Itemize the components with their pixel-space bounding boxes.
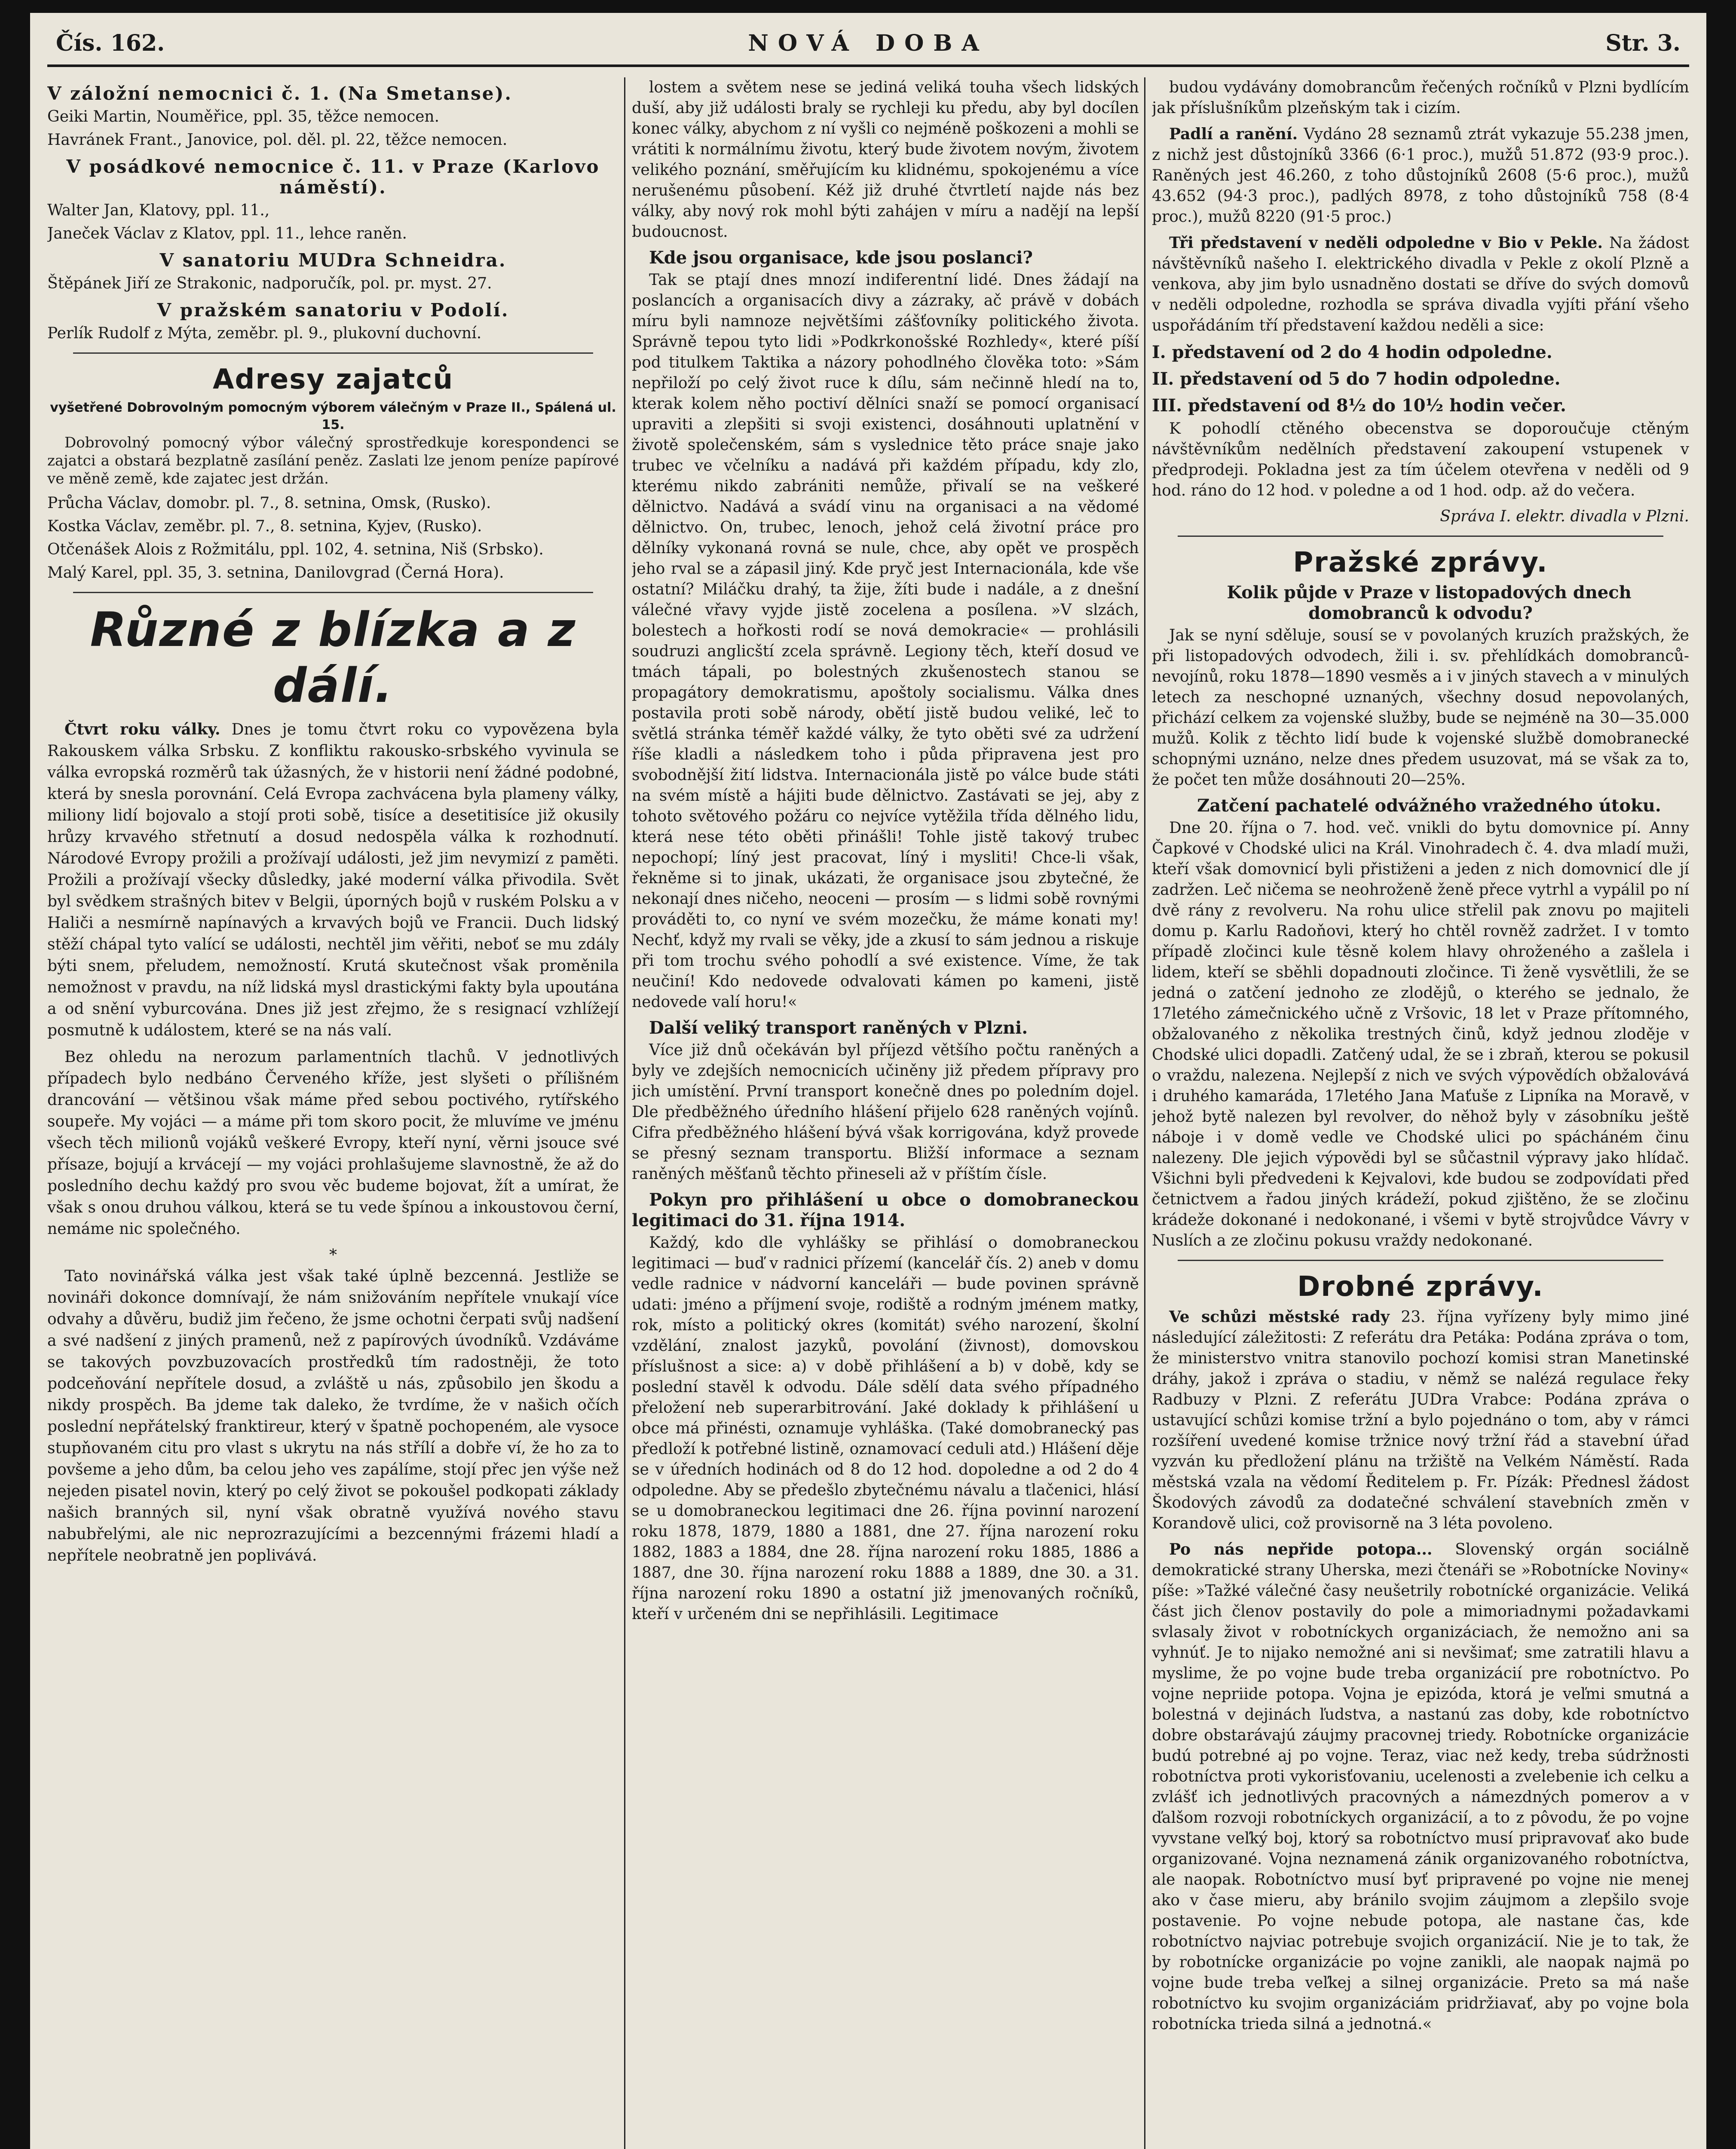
issue-number: Čís. 162.: [56, 30, 165, 56]
section-title: Drobné zprávy.: [1297, 1271, 1544, 1303]
list-item: Otčenášek Alois z Rožmitálu, ppl. 102, 4. setnina, Niš (Srbsko).: [47, 541, 544, 558]
separator: [1178, 536, 1663, 537]
paragraph-lead: Ve schůzi městské rady: [1169, 1308, 1390, 1326]
list-item: Štěpánek Jiří ze Strakonic, nadporučík, pol. pr. myst. 27.: [47, 275, 492, 292]
masthead: [56, 30, 1681, 64]
section-title: Různé z blízka a z dálí.: [90, 602, 576, 713]
paragraph-lead: Padlí a ranění.: [1169, 125, 1298, 143]
column-1: [47, 77, 619, 2149]
hospital-heading: V záložní nemocnici č. 1. (Na Smetanse).: [47, 83, 513, 104]
article-heading: Zatčení pachatelé odvážného vražedného útoku.: [1197, 796, 1661, 816]
paragraph: Tato novinářská válka jest však také úplně bezcenná. Jestliže se novináři dokonce domnívají, že nám snižováním nepřítele vnukají více odvahy a důvěru, budiž jim řečeno, že jsme ochotni čerpati svůj nadšení a své nadšení z jiných pramenů, než z papírových úvodníků. Vzdáváme se takových povzbuzovacích prostředků tím radostněji, že toto podceňování nepřítele dosud, a zvláště u nás, způsobilo jen škodu a nikdy prospěch. Ba jdeme tak daleko, že tvrdíme, že v našich očích poslední nepřátelský franktireur, který v špatně pochopeném, ale vysoce stupňovaném citu pro vlast s ukrytu na nás střílí a dobře ví, že ho za to povšeme a jeho dům, ba celou jeho ves zapálíme, stojí přec jen výše než nejeden pisatel novin, který po celý život se pokoušel podkopati základy našich branných sil, nyní však obratně využívá nového stavu nabubřelými, ale nic neprozrazujícími a bezcennými frázemi hladí a nepřítele neobratně jen poplivává.: [47, 1267, 619, 1564]
paragraph-lead: Tři představení v neděli odpoledne v Bio v Pekle.: [1169, 234, 1603, 252]
hospital-heading: V pražském sanatoriu v Podolí.: [157, 300, 509, 321]
paragraph-text: Na žádost návštěvníků našeho I. elektrického divadla v Pekle z okolí Plzně a venkova, aby jim bylo usnadněno dostati se dříve do svých domovů v neděli odpoledne, rozhodla se správa divadla vyjíti přání všeho uspořádáním tří představení každou neděli a sice:: [1152, 234, 1689, 334]
schedule-line: III. představení od 8½ do 10½ hodin večer.: [1152, 395, 1566, 416]
page-number: Str. 3.: [1605, 30, 1681, 56]
article-heading: Pokyn pro přihlášení u obce o domobraneckou legitimaci do 31. října 1914.: [632, 1190, 1139, 1231]
list-item: Janeček Václav z Klatov, ppl. 11., lehce raněn.: [47, 225, 407, 242]
separator: [1178, 1260, 1663, 1261]
paragraph: Každý, kdo dle vyhlášky se přihlásí o domobraneckou legitimaci — buď v radnici přízemí (kancelář čís. 2) aneb v domu vedle radnice v nádvorní kanceláři — bude povinen správně udati: jméno a příjmení svoje, rodiště a rodným jménem matky, rok, místo a politický okres (komitát) svého narození, školní vzdělání, znalost jazyků, povolání (živnost), domovskou příslušnost a sice: a) v době přihlášení a b) v době, kdy se poslední stavěl k odvodu. Dále sdělí data svého případného přeložení neb superarbitrování. Jaké doklady k přihlášení u obce má přinésti, oznamuje vyhláška. (Také domobranecký pas předloží k potřebné listině, oznamovací ceduli atd.) Hlášení děje se v úředních hodinách od 8 do 12 hod. dopoledne a od 2 do 4 odpoledne. Aby se předešlo zbytečnému návalu a tlačenici, hlásí se u domobraneckou legitimaci dne 26. října povinní narození roku 1878, 1879, 1880 a 1881, dne 27. října narození roku 1882, 1883 a 1884, dne 28. října narození roku 1885, 1886 a 1887, dne 30. října narození roku 1888 a 1889, dne 30. a 31. října narození roku 1890 a ostatní již jmenovaných ročníků, kteří v určeném dni se nepřihlásili. Legitimace: [632, 1234, 1139, 1623]
column-divider: [1144, 77, 1145, 2149]
list-item: Průcha Václav, domobr. pl. 7., 8. setnina, Omsk, (Rusko).: [47, 494, 491, 512]
list-item: Geiki Martin, Nouměřice, ppl. 35, těžce nemocen.: [47, 108, 440, 126]
hospital-heading: V sanatoriu MUDra Schneidra.: [159, 250, 507, 271]
section-title: Pražské zprávy.: [1293, 547, 1548, 579]
paragraph-text: Slovenský orgán sociálně demokratické strany Uherska, mezi čtenáři se »Robotnícke Noviny« píše: »Tažké válečné časy neušetrily robotnícké organizácie. Veliká část jich členov postavily do pole a mimoriadnymi požadavkami svlasaly život v robotníckych organizáciach, že nemožno ani sa vyhnúť. Je to nijako nemožné ani si nevšimať; sme zatratili hlavu a myslime, že po vojne bude treba organizácií pre robotníctvo. Po vojne nepriide potopa. Vojna je epizóda, ktorá je veľmi smutná a bolestná v dejinách ľudstva, a nastanú zas doby, kde robotníctvo dobre obstarávajú záujmy pracovnej triedy. Robotnícke organizácie budú potrebné aj po vojne. Teraz, viac než kedy, treba súdržnosti robotníctva proti vykorisťovaniu, ucelenosti a zvelebenie ich celku a zvlášť ich jednotlivých pracovných a námezdných pomerov a v ďalšom rozvoji robotníckych organizácií, a to z pôvodu, že po vojne vyvstane veľký boj, ktorý sa robotníctvo musí pripravovať ako bude organizované. Vojna neznamená zánik organizovaného robotníctva, ale naopak. Robotníctvo musí byť pripravené po vojne nie menej ako v čase mieru, aby bránilo svojim záujmom a zlepšilo svoje postavenie. Po vojne nebude potopa, ale nastane čas, kde robotníctvo najviac potrebuje svojich organizácií. Nie je to tak, že by robotnícke organizácie po vojne zanikli, ale naopak najmä po vojne bude treba veľkej a silnej organizácie. Preto sa má naše robotníctvo ku svojim organizáciám pridržiavať, aby po vojne bola robotnícka trieda silná a jednotná.«: [1152, 1541, 1689, 2033]
signature: Správa I. elektr. divadla v Plzni.: [1440, 508, 1689, 525]
paragraph: Dne 20. října o 7. hod. več. vnikli do bytu domovnice pí. Anny Čapkové v Chodské ulici na Král. Vinohradech č. 4. dva mladí muži, kteří však domovnicí byli přistiženi a jeden z nich domovnicí dle jí zadržen. Leč ničema se neohroženě ženě přece vytrhl a vypálil po ní dvě rány z revolveru. Na rohu ulice střelil pak znovu po majiteli domu p. Karlu Radoňovi, který ho chtěl rovněž zadržet. I v tomto případě zločinci kule těsně kolem hlavy ohroženého a zašlela i lidem, kteří se sběhli dopadnouti zločince. Ti ženě vysvětlili, že se jedná o zatčení jednoho ze zlodějů, o kterého se jednalo, že 17letého zámečnického učně z Vršovic, 18 let v Praze přítomného, obžalovaného z několika trestných činů, když jednou zloděje v Chodské ulici dopadli. Zatčený udal, že se i zbraň, kterou se pokusil o vraždu, nalezena. Nejlepší z nich ve svých výpovědích obžalovává i druhého kamaráda, 17letého Jana Maťuše z Lipníka na Moravě, v jehož bytě nalezen byl revolver, do něhož byly v zásobníku ještě náboje i v domě vedle ve Chodské ulici po spácháném činu nalezeny. Dle jejich výpovědi byl se sůčastnil výpravy jako hlídač. Všichni byli předvedeni k Kejvalovi, kde budou se zodpovídati před četnictvem a řadou jiných krádeží, pokud zjištěno, že se zločinu krádeže dokonané i nedokonané, i všemi v bytě strojvůdce Vávry v Nuslích a ze zločinu pokusu vraždy nedokonané.: [1152, 819, 1689, 1249]
list-item: Malý Karel, ppl. 35, 3. setnina, Danilovgrad (Černá Hora).: [47, 564, 504, 582]
schedule-line: I. představení od 2 do 4 hodin odpoledne.: [1152, 342, 1552, 362]
newspaper-title: NOVÁ DOBA: [748, 30, 989, 56]
list-item: Perlík Rudolf z Mýta, zeměbr. pl. 9., plukovní duchovní.: [47, 324, 482, 342]
list-item: Kostka Václav, zeměbr. pl. 7., 8. setnina, Kyjev, (Rusko).: [47, 517, 482, 535]
paragraph: Tak se ptají dnes mnozí indiferentní lidé. Dnes žádají na poslancích a organisacích divy a zázraky, ač právě v dobách míru byli namnoze největšími zášťovníky politického života. Správně tepou tyto lidi »Podkrkonošské Rozhledy«, které píší pod titulkem Taktika a názory pohodlného člověka toto: »Sám nepřiloží po celý život ruce k dílu, sám nečinně hledí na to, kterak kolem něho poctiví dělníci snaží se pomocí organisací upraviti a zlepšiti si svoji existenci, dosáhnouti uplatnění v životě společenském, sám s vyslednice těto práce snaje jako trubec ve včelníku a nadává při každém případu, kdy zlo, kterému nikdo zabrániti nemůže, přivalí se na veškeré dělnictvo. Nadává a svádí vinu na organisaci a na vědomé dělnictvo. On, trubec, lenoch, jehož celá životní práce pro dělníky vykonaná rovná se nule, chce, aby opět ve prospěch jeho rval se a zápasil jiný. Kde pryč jest Internacionála, kde vše ostatní? Miláčku drahý, ta žije, žíti bude i nadále, a z dnešní válečné vřavy vyjde jistě zocelena a posílena. »V slzách, bolestech a hořkosti rodí se nová demokracie« — prohlásili soudruzi anglicští zcela správně. Legiony těch, kteří dosud ve tmách tápali, po bolestných zkušenostech stanou se propagátory demokratismu, apoštoly socialismu. Válka dnes postavila proti sobě národy, obětí jistě budou veliké, leč to světlá stránka téměř každé války, že tyto oběti své za udržení říše kladli a následkem toho i půda připravena jest pro svobodnější žití lidstva. Internacionála jistě po válce bude státi na svém místě a hájiti bude dělnictvo. Zastávati se jej, aby z tohoto světového požáru co nejvíce vytěžila třída dělného lidu, která nese této oběti přinášli! Tohle jistě takový trubec nepochopí; líný jest pracovat, líný i mysliti! Chce-li však, řekněme si to jinak, ukázati, že organisace jsou zbytečné, že nekonají dnes ničeho, neoceni — prosím — s lidmi sobě rovnými prováděti to, co nyní ve svém mozečku, že máme konati my! Nechť, když my rvali se věky, jde a zkusí to sám jednou a riskuje při tom trochu svého pohodlí a své existence. Víme, že tak neučiní! Kdo nedovede odvalovati kámen po kameni, jistě nedovede valí horu!«: [632, 271, 1139, 1011]
paragraph-text: 23. října vyřízeny byly mimo jiné následující záležitosti: Z referátu dra Petáka: Podána zpráva o tom, že ministerstvo vnitra stanovilo pochozí komisi stran Manetinské dráhy, jakož i zpráva o stadiu, v němž se nalézá regulace řeky Radbuzy v Plzni. Z referátu JUDra Vrabce: Podána zpráva o ustavující schůzi komise tržní a bylo pojednáno o tom, aby v rámci rozšíření uvedené komise tržnice nový tržní řád a stavební úřad vyzván ku předložení plánu na tržiště na Velkém Náměstí. Rada městská vzala na vědomí Ředitelem p. Fr. Pízák: Přednesl žádost Škodových závodů za dodatečné schválení stavebních změn v Korandově ulici, což provisorně na 3 léta povoleno.: [1152, 1308, 1689, 1532]
paragraph: Dobrovolný pomocný výbor válečný sprostředkuje korespondenci se zajatci a obstará bezplatně zasílání peněz. Zaslati lze jenom peníze papírové ve měně země, kde zajatec jest držán.: [47, 434, 619, 487]
paragraph-lead: Po nás nepřide potopa...: [1169, 1540, 1433, 1558]
list-item: Havránek Frant., Janovice, pol. děl. pl. 22, těžce nemocen.: [47, 131, 508, 149]
paragraph: Bez ohledu na nerozum parlamentních tlachů. V jednotlivých případech bylo nedbáno Červeného kříže, jest slyšeti o přílišném drancování — většinou však máme před sebou poctivého, rytířského soupeře. My vojáci — a máme při tom skoro pocit, že mluvíme ve jménu všech těch milionů vojáků veškeré Evropy, kteří nyní, věrni jsouce své přísaze, bojují a krvácejí — my vojáci prohlašujeme slavnostně, že až do posledního dechu každý pro svou věc budeme bojovat, žít a umírat, že však s onou druhou válkou, která se tu vede špínou a inkoustovou černí, nemáme nic společného.: [47, 1048, 619, 1238]
hospital-heading: V posádkové nemocnice č. 11. v Praze (Karlovo náměstí).: [66, 156, 600, 198]
paragraph: K pohodlí ctěného obecenstva se doporoučuje ctěným návštěvníkům nedělních představení zakoupení vstupenek v předprodeji. Pokladna jest za tím účelem otevřena v neděli od 9 hod. ráno do 12 hod. v poledne a od 1 hod. odp. až do večera.: [1152, 420, 1689, 499]
paragraph: [1152, 1307, 1689, 1534]
paragraph-text: Vydáno 28 seznamů ztrát vykazuje 55.238 jmen, z nichž jest důstojníků 3366 (6·1 proc.), mužů 51.872 (93·9 proc.). Raněných jest 46.260, z toho důstojníků 2608 (5·6 proc.), mužů 43.652 (94·3 proc.), padlých 8978, z toho důstojníků 758 (8·4 proc.), mužů 8220 (91·5 proc.): [1152, 126, 1689, 226]
paragraph: [1152, 233, 1689, 336]
column-divider: [624, 77, 625, 2149]
star-separator: *: [329, 1246, 337, 1264]
separator: [73, 352, 593, 354]
newspaper-page: [30, 13, 1706, 2149]
article-heading: Kolik půjde v Praze v listopadových dnech domobranců k odvodu?: [1227, 582, 1632, 623]
article-heading: Kde jsou organisace, kde jsou poslanci?: [649, 248, 1033, 268]
paragraph: [1152, 124, 1689, 227]
column-2: [632, 77, 1139, 2149]
article-heading: Další veliký transport raněných v Plzni.: [649, 1018, 1028, 1038]
column-3: [1152, 77, 1689, 2149]
paragraph: [47, 719, 619, 1041]
paragraph: Více již dnů očekáván byl příjezd většího počtu raněných a byly ve zdejších nemocnicích učiněny již předem přípravy pro jich umístění. První transport konečně dnes po poledním dojel. Dle předběžného úředního hlášení přijelo 628 raněných vojínů. Cifra předběžného hlášení bývá však korrigována, když provede se přesný seznam transportu. Bližší informace a seznam raněných měšťanů těchto přineseli až v příštím čísle.: [632, 1041, 1139, 1183]
paragraph: [1152, 1539, 1689, 2035]
section-title: Adresy zajatců: [212, 364, 454, 395]
paragraph: budou vydávány domobrancům řečených ročníků v Plzni bydlícím jak příslušníkům plzeňským tak i cizím.: [1152, 79, 1689, 117]
paragraph-lead: Čtvrt roku války.: [64, 720, 220, 738]
masthead-rule: [47, 64, 1689, 67]
section-subtitle: vyšetřené Dobrovolným pomocným výborem válečným v Praze II., Spálená ul. 15.: [50, 400, 616, 432]
paragraph-text: Dnes je tomu čtvrt roku co vypovězena byla Rakouskem válka Srbsku. Z konfliktu rakousko-srbského vyvinula se válka evropská rozměrů tak úžasných, že v historii není žádné podobné, která by snesla porovnání. Celá Evropa zachvácena byla plameny války, miliony lidí bojovalo a stojí proti sobě, tisíce a desetitisíce již okusily hrůzy krvavého střetnutí a dosud nedospěla válka k rozhodnutí. Národové Evropy prožili a prožívají události, jež jim nevymizí z paměti. Prožili a prožívají všecky důsledky, jaké moderní válka přivodila. Svět byl svědkem strašných bitev v Belgii, úporných bojů v ruském Polsku a v Haliči a nesmírně napínavých a krvavých bojů ve Francii. Duch lidský stěží chápal tyto valící se události, nechtěl jim věřiti, neboť se mu zdály býti snem, přeludem, nemožností. Krutá skutečnost však proměnila nemožnost v pravdu, na níž lidská mysl drastickými fakty byla upoutána a od snění vyburcována. Dnes již jest zřejmo, že s resignací vzhlížejí posmutně k událostem, které se na nás valí.: [47, 721, 619, 1039]
paragraph: lostem a světem nese se jediná veliká touha všech lidských duší, aby již události braly se rychleji ku předu, aby byl docílen konec války, abychom z ní vyšli co nejméně poškozeni a mohli se vrátiti k normálnímu životu, který bude životem novým, životem velikého poznání, směřujícím ku klidnému, spokojenému a více nerušenému působení. Kéž již druhé čtvrtletí najde nás bez války, aby nový rok mohl býti zahájen v míru a nadějí na lepší budoucnost.: [632, 79, 1139, 241]
list-item: Walter Jan, Klatovy, ppl. 11.,: [47, 202, 270, 219]
schedule-line: II. představení od 5 do 7 hodin odpoledne.: [1152, 369, 1561, 389]
paragraph: Jak se nyní sděluje, sousí se v povolaných kruzích pražských, že při listopadových odvodech, žili i. sv. přehlídkách domobranců-nevojínů, roku 1878—1890 vesměs a i v jiných stavech a v minulých letech za neschopné uznaných, všechny dosud nepovolaných, přichází celkem za vojenské služby, bude se nejméně na 30—35.000 mužů. Kolik z těchto lidí bude k vojenské službě domobranecké schopnými uznáno, nelze dnes předem usuzovat, má se však za to, že počet ten může dosáhnouti 20—25%.: [1152, 627, 1689, 789]
separator: [73, 592, 593, 593]
